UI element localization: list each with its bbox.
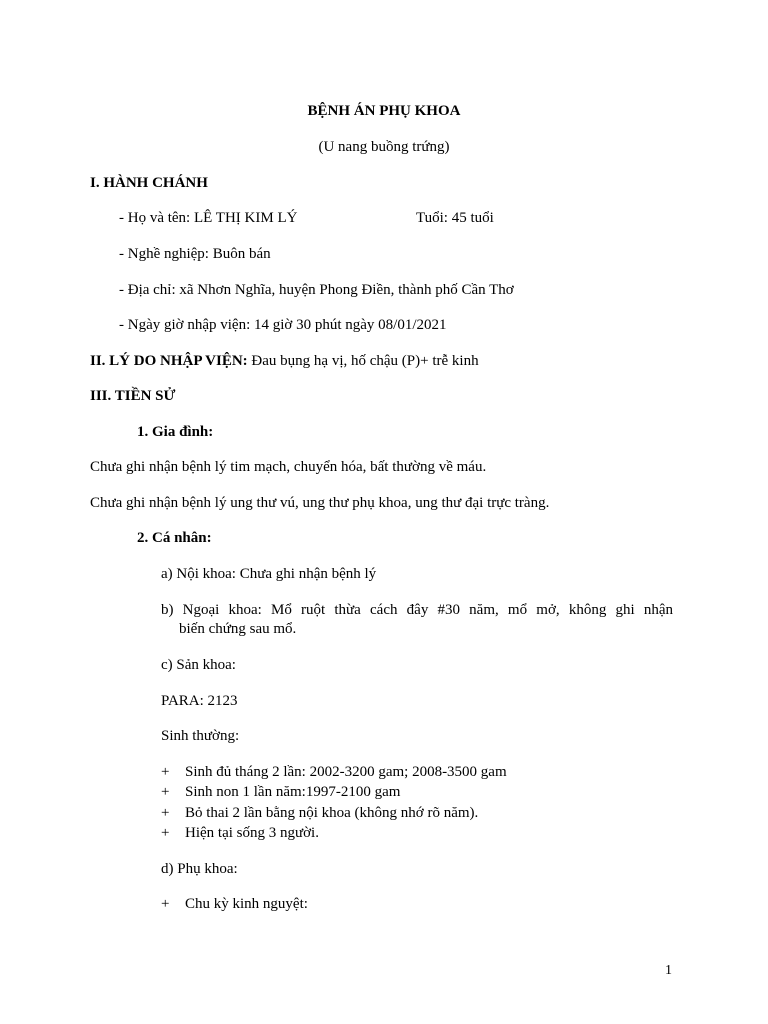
gynecology-history-label: d) Phụ khoa:	[161, 861, 238, 877]
family-history-line-2: Chưa ghi nhận bệnh lý ung thư vú, ung thư phụ khoa, ung thư đại trực tràng.	[90, 495, 550, 511]
section-heading-history: III. TIỀN SỬ	[90, 388, 176, 404]
list-item-text: Bỏ thai 2 lần bằng nội khoa (không nhớ rõ năm).	[185, 805, 479, 821]
reason-text: Đau bụng hạ vị, hố chậu (P)+ trễ kinh	[247, 353, 479, 369]
bullet: +	[161, 896, 170, 912]
page-number: 1	[665, 963, 672, 978]
internal-medicine-history: a) Nội khoa: Chưa ghi nhận bệnh lý	[161, 566, 377, 582]
surgical-history-line-1: b) Ngoại khoa: Mổ ruột thừa cách đây #30 năm, mổ mở, không ghi nhận	[161, 602, 673, 618]
patient-address: - Địa chỉ: xã Nhơn Nghĩa, huyện Phong Điền, thành phố Cần Thơ	[119, 282, 514, 298]
surgical-history-line-2: biến chứng sau mổ.	[179, 621, 297, 637]
reason-for-admission	[90, 352, 479, 370]
bullet: +	[161, 784, 170, 800]
subheading-family: 1. Gia đình:	[137, 424, 214, 440]
admission-time: - Ngày giờ nhập viện: 14 giờ 30 phút ngày 08/01/2021	[119, 317, 447, 333]
patient-occupation: - Nghề nghiệp: Buôn bán	[119, 246, 271, 262]
section-heading-reason: II. LÝ DO NHẬP VIỆN:	[90, 353, 248, 369]
patient-age: Tuổi: 45 tuổi	[416, 210, 494, 226]
document-title: BỆNH ÁN PHỤ KHOA	[307, 103, 461, 119]
section-heading-administrative: I. HÀNH CHÁNH	[90, 175, 208, 191]
menstrual-cycle-label: Chu kỳ kinh nguyệt:	[185, 896, 308, 912]
normal-birth-label: Sinh thường:	[161, 728, 240, 744]
document-subtitle: (U nang buồng trứng)	[318, 139, 450, 155]
patient-name: - Họ và tên: LÊ THỊ KIM LÝ	[119, 210, 298, 226]
bullet: +	[161, 764, 170, 780]
bullet: +	[161, 805, 170, 821]
para-value: PARA: 2123	[161, 693, 238, 709]
family-history-line-1: Chưa ghi nhận bệnh lý tim mạch, chuyển hóa, bất thường về máu.	[90, 459, 487, 475]
list-item-text: Sinh non 1 lần năm:1997-2100 gam	[185, 784, 401, 800]
list-item-text: Sinh đủ tháng 2 lần: 2002-3200 gam; 2008-3500 gam	[185, 764, 507, 780]
subheading-personal: 2. Cá nhân:	[137, 530, 212, 546]
obstetric-history-label: c) Sản khoa:	[161, 657, 236, 673]
list-item-text: Hiện tại sống 3 người.	[185, 825, 319, 841]
bullet: +	[161, 825, 170, 841]
